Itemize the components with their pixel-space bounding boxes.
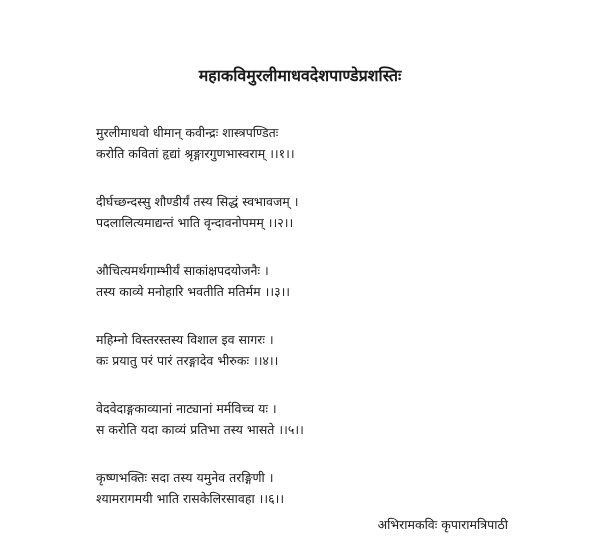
document-title: महाकविमुरलीमाधवदेशपाण्डेप्रशस्तिः <box>198 66 402 85</box>
verse-line: स करोति यदा काव्यं प्रतिभा तस्य भासते ।।५।। <box>96 422 304 437</box>
verse-line: दीर्घच्छन्दस्सु शौण्डीर्यं तस्य सिद्धं स्वभावजम् । <box>96 194 299 209</box>
verse-line: पदलालित्यमाद्यन्तं भाति वृन्दावनोपमम् ।।२।। <box>96 215 294 230</box>
verse-6 <box>96 467 556 509</box>
verse-3 <box>96 260 556 302</box>
verse-line: वेदवेदाङ्गकाव्यानां नाट्यानां मर्मविच्च यः । <box>96 401 277 416</box>
verse-line: श्यामरागमयी भाति रासकेलिरसावहा ।।६।। <box>96 491 285 506</box>
verse-line: कः प्रयातु परं पारं तरङ्गादेव भीरुकः ।।४।। <box>96 353 279 368</box>
verse-2 <box>96 191 556 233</box>
verse-1 <box>96 122 556 164</box>
verse-list <box>96 122 556 536</box>
verse-line: तस्य काव्ये मनोहारि भवतीति मतिर्मम ।।३।। <box>96 284 291 299</box>
author-signature: अभिरामकविः कृपारामत्रिपाठी <box>377 517 508 532</box>
verse-4 <box>96 329 556 371</box>
verse-5 <box>96 398 556 440</box>
verse-line: मुरलीमाधवो धीमान् कवीन्द्रः शास्त्रपण्डितः <box>96 125 279 140</box>
verse-line: महिम्नो विस्तरस्तस्य विशाल इव सागरः । <box>96 332 274 347</box>
verse-line: औचित्यमर्थगाम्भीर्यं साकांक्षपदयोजनैः । <box>96 263 269 278</box>
verse-line: कृष्णभक्तिः सदा तस्य यमुनेव तरङ्गिणी । <box>96 470 274 485</box>
verse-line: करोति कवितां हृद्यां श्रृङ्गारगुणभास्वराम् ।।१।। <box>96 146 295 161</box>
